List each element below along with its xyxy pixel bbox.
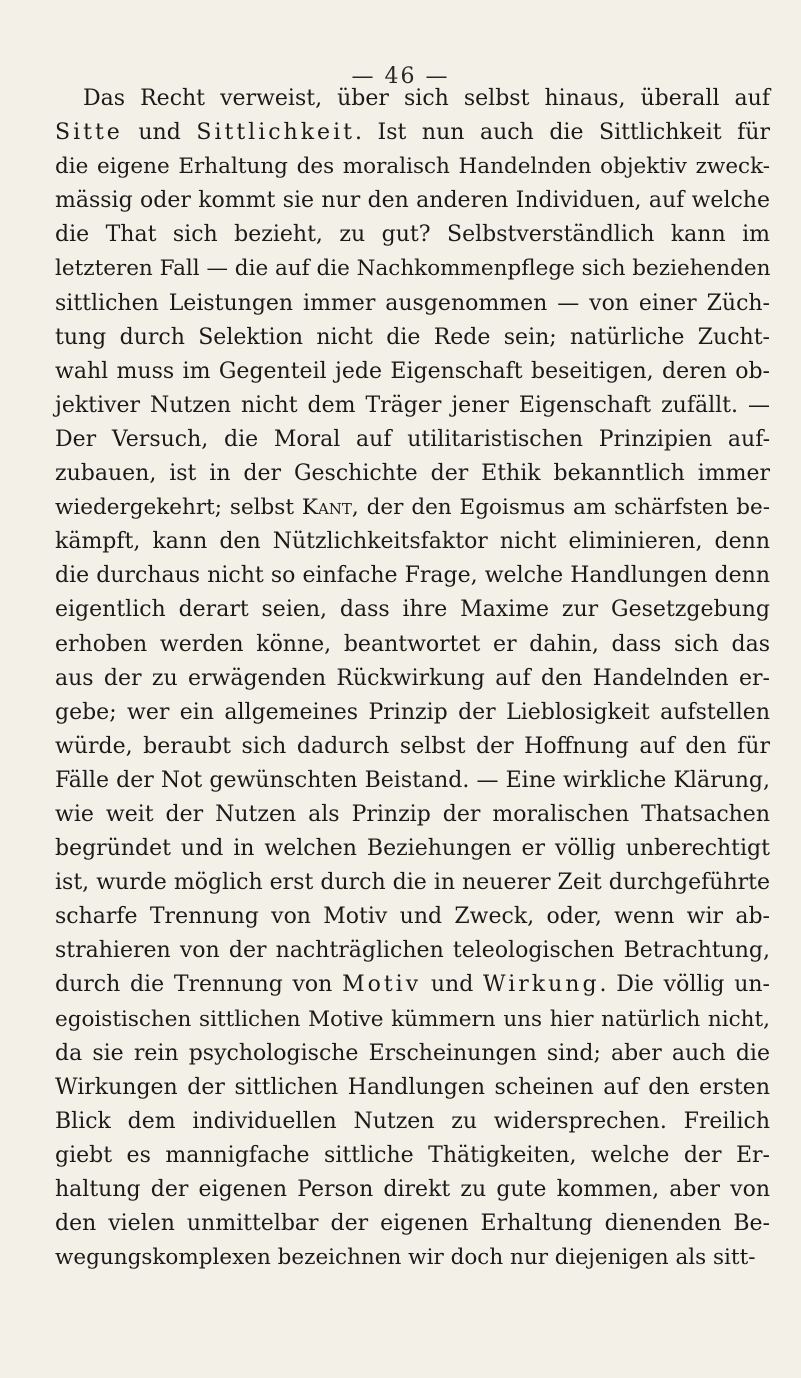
text-line: die durchaus nicht so einfache Frage, welche Handlungen denn [55,563,770,589]
text-line: die eigene Erhaltung des moralisch Handelnden objektiv zweck- [55,154,770,180]
text-line: den vielen unmittelbar der eigenen Erhaltung dienenden Be- [55,1211,770,1237]
text-line: würde, beraubt sich dadurch selbst der Hoffnung auf den für [55,733,770,759]
text-line: Blick dem individuellen Nutzen zu widersprechen. Freilich [55,1108,770,1134]
text-line: erhoben werden könne, beantwortet er dahin, dass sich das [55,631,770,657]
emphasized-word: Sitte [55,120,123,146]
text-fragment: wiedergekehrt; selbst [55,495,302,521]
text-line [55,968,770,1002]
text-line [55,491,770,525]
text-line: Das Recht verweist, über sich selbst hinaus, überall auf [83,86,770,111]
text-fragment: und [122,120,197,146]
text-fragment: durch die Trennung von [55,972,343,998]
page-number: — 46 — [351,64,450,89]
text-fragment: , der den Egoismus am schärfsten be- [351,495,770,521]
text-line [55,116,770,150]
text-fragment: . Ist nun auch die Sittlichkeit für [354,120,770,146]
text-line: kämpft, kann den Nützlichkeitsfaktor nicht eliminieren, denn [55,529,770,555]
body-text [55,82,770,1275]
text-line: gebe; wer ein allgemeines Prinzip der Lieblosigkeit aufstellen [55,699,770,725]
text-line: da sie rein psychologische Erscheinungen sind; aber auch die [55,1040,770,1066]
text-line: begründet und in welchen Beziehungen er völlig unberechtigt [55,836,770,862]
text-line: tung durch Selektion nicht die Rede sein; natürliche Zucht- [55,324,770,350]
author-name-kant: Kant [301,495,352,521]
text-line: letzteren Fall — die auf die Nachkommenpflege sich beziehenden [55,256,771,282]
text-fragment: . Die völlig un- [599,972,770,998]
text-line: scharfe Trennung von Motiv und Zweck, oder, wenn wir ab- [55,904,770,930]
text-line: strahieren von der nachträglichen teleologischen Betrachtung, [55,938,770,964]
text-line: die That sich bezieht, zu gut? Selbstverständlich kann im [55,222,770,248]
text-line: haltung der eigenen Person direkt zu gute kommen, aber von [55,1177,770,1202]
text-line: egoistischen sittlichen Motive kümmern uns hier natürlich nicht, [55,1006,770,1032]
text-line: eigentlich derart seien, dass ihre Maxime zur Gesetzgebung [55,597,770,623]
text-line: zubauen, ist in der Geschichte der Ethik bekanntlich immer [55,461,770,487]
text-line: sittlichen Leistungen immer ausgenommen — von einer Züch- [55,290,770,316]
text-line: Der Versuch, die Moral auf utilitaristischen Prinzipien auf- [55,426,770,452]
text-line: wegungskomplexen bezeichnen wir doch nur diejenigen als sitt- [55,1245,756,1271]
emphasized-word: Wirkung [483,972,600,998]
text-fragment: und [421,972,483,998]
text-line: giebt es mannigfache sittliche Thätigkeiten, welche der Er- [55,1142,770,1168]
text-line: ist, wurde möglich erst durch die in neuerer Zeit durchgeführte [55,870,770,896]
text-line: jektiver Nutzen nicht dem Träger jener Eigenschaft zufällt. — [55,392,770,418]
text-line: Fälle der Not gewünschten Beistand. — Eine wirkliche Klärung, [55,767,770,793]
text-line: Wirkungen der sittlichen Handlungen scheinen auf den ersten [55,1074,770,1100]
emphasized-word: Motiv [342,972,422,998]
text-line: wie weit der Nutzen als Prinzip der moralischen Thatsachen [55,801,770,827]
text-line: aus der zu erwägenden Rückwirkung auf den Handelnden er- [55,665,770,691]
text-line: wahl muss im Gegenteil jede Eigenschaft beseitigen, deren ob- [55,358,770,384]
text-line: mässig oder kommt sie nur den anderen Individuen, auf welche [55,188,770,214]
emphasized-word: Sittlichkeit [196,120,355,146]
